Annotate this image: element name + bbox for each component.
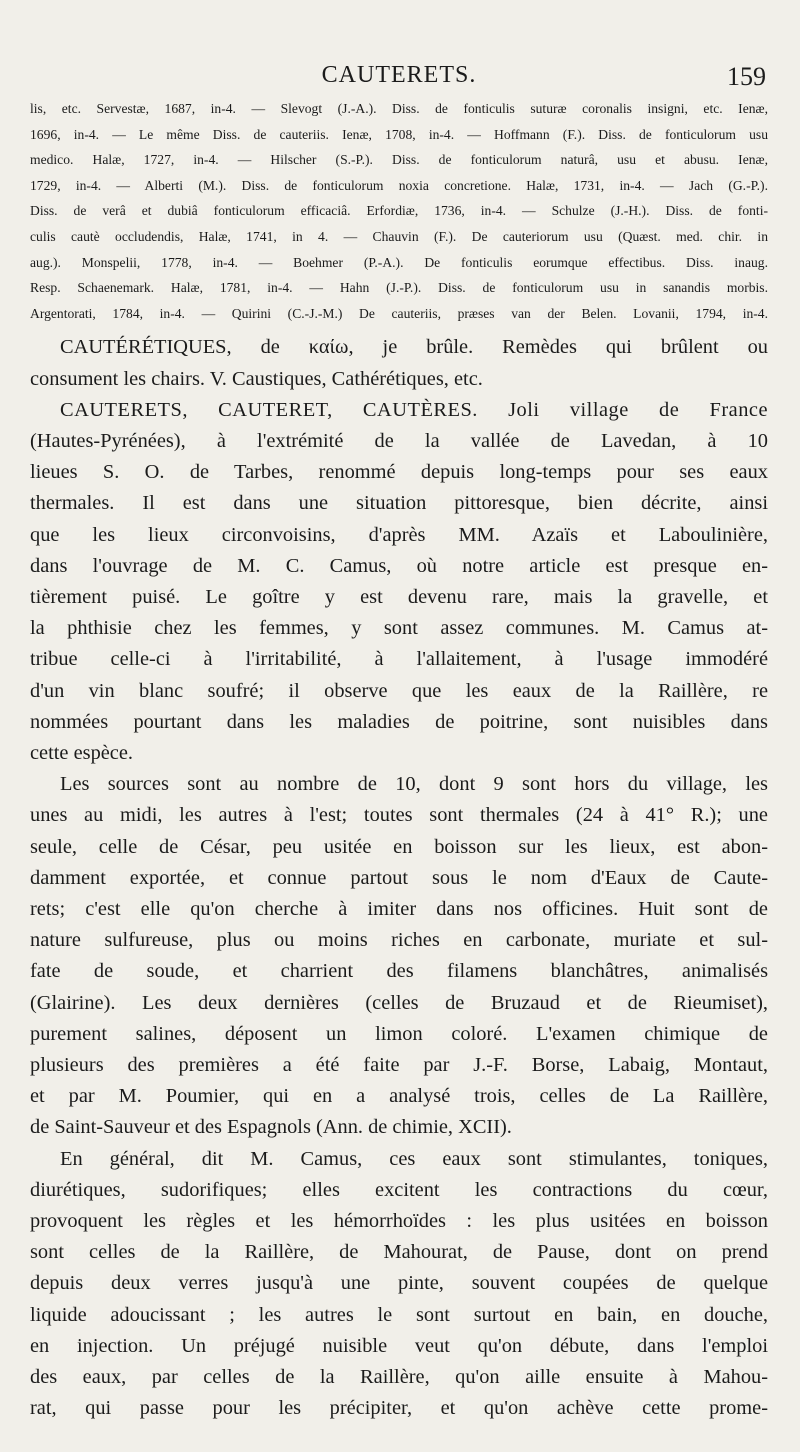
text-line: seule, celle de César, peu usitée en boisson sur les lieux, est abon- (30, 835, 768, 858)
running-title: CAUTERETS. (321, 62, 477, 88)
bibliography-block (30, 96, 768, 326)
entry-cauteretiques (30, 332, 768, 394)
bibliography-line: Resp. Schaenemark. Halæ, 1781, in-4. — Hahn (J.-P.). Diss. de fonticulorum usu in sanandis morbis. (30, 280, 768, 296)
bibliography-line: Diss. de verâ et dubiâ fonticulorum efficaciâ. Erfordiæ, 1736, in-4. — Schulze (J.-H.). Diss. de fonti- (30, 203, 768, 219)
text-line: d'un vin blanc soufré; il observe que les eaux de la Raillère, re (30, 679, 768, 702)
text-line: cette espèce. (30, 741, 134, 764)
text-line: consument les chairs. V. Caustiques, Cathérétiques, etc. (30, 367, 483, 390)
text-line: provoquent les règles et les hémorrhoïdes : les plus usitées en boisson (30, 1210, 768, 1233)
text-line: lieues S. O. de Tarbes, renommé depuis long-temps pour ses eaux (30, 461, 768, 484)
text-line: nommées pourtant dans les maladies de poitrine, sont nuisibles dans (30, 710, 768, 733)
text-line: unes au midi, les autres à l'est; toutes sont thermales (24 à 41° R.); une (30, 804, 768, 827)
text-line: tribue celle-ci à l'irritabilité, à l'allaitement, à l'usage immodéré (30, 648, 768, 671)
bibliography-line: 1729, in-4. — Alberti (M.). Diss. de fonticulorum noxia concretione. Halæ, 1731, in-4. — Jach (G.-P.). (30, 177, 768, 193)
text-line: En général, dit M. Camus, ces eaux sont stimulantes, toniques, (60, 1147, 768, 1170)
text-line: purement salines, déposent un limon coloré. L'examen chimique de (30, 1022, 768, 1045)
bibliography-line: medico. Halæ, 1727, in-4. — Hilscher (S.-P.). Diss. de fonticulorum naturâ, usu et abusu. Ienæ, (30, 152, 768, 168)
text-line: thermales. Il est dans une situation pittoresque, bien décrite, ainsi (30, 492, 768, 515)
text-line: diurétiques, sudorifiques; elles excitent les contractions du cœur, (30, 1178, 768, 1201)
bibliography-line: 1696, in-4. — Le même Diss. de cauteriis. Ienæ, 1708, in-4. — Hoffmann (F.). Diss. de fonticulorum usu (30, 126, 768, 142)
text-line: Les sources sont au nombre de 10, dont 9 sont hors du village, les (60, 773, 768, 796)
text-line: nature sulfureuse, plus ou moins riches en carbonate, muriate et sul- (30, 929, 768, 952)
text-line: des eaux, par celles de la Raillère, qu'on aille ensuite à Mahou- (30, 1366, 768, 1389)
text-line: tièrement puisé. Le goître y est devenu rare, mais la gravelle, et (30, 585, 768, 608)
text-line: rets; c'est elle qu'on cherche à imiter dans nos officines. Huit sont de (30, 898, 768, 920)
entry-cauterets-paragraph-1 (30, 395, 768, 769)
entry-cauterets-paragraph-2 (30, 769, 768, 1143)
text-line: et par M. Poumier, qui en a analysé trois, celles de La Raillère, (30, 1085, 768, 1108)
text-line: CAUTERETS, CAUTERET, CAUTÈRES. Joli village de France (60, 398, 768, 421)
bibliography-line: culis cautè occludendis, Halæ, 1741, in 4. — Chauvin (F.). De cauteriorum usu (Quæst. med. chir. in (30, 228, 768, 244)
page-header (30, 48, 768, 92)
text-line: rat, qui passe pour les précipiter, et qu'on achève cette prome- (30, 1397, 768, 1420)
text-line: de Saint-Sauveur et des Espagnols (Ann. de chimie, XCII). (30, 1116, 512, 1139)
page-number: 159 (727, 62, 766, 91)
text-line: (Glairine). Les deux dernières (celles de Bruzaud et de Rieumiset), (30, 991, 768, 1014)
text-line: (Hautes-Pyrénées), à l'extrémité de la vallée de Lavedan, à 10 (30, 429, 768, 452)
text-line: dans l'ouvrage de M. C. Camus, où notre article est presque en- (30, 554, 768, 577)
text-line: fate de soude, et charrient des filamens blanchâtres, animalisés (30, 960, 768, 983)
bibliography-line: Argentorati, 1784, in-4. — Quirini (C.-J.-M.) De cauteriis, præses van der Belen. Lovanii, 1794, in-4. (30, 305, 768, 321)
text-line: depuis deux verres jusqu'à une pinte, souvent coupées de quelque (30, 1272, 768, 1295)
text-line: en injection. Un préjugé nuisible veut qu'on débute, dans l'emploi (30, 1334, 768, 1357)
main-text (30, 332, 768, 1424)
bibliography-line: lis, etc. Servestæ, 1687, in-4. — Slevogt (J.-A.). Diss. de fonticulis suturæ coronalis insigni, etc. Ienæ, (30, 101, 768, 116)
text-line: damment exportée, et connue partout sous le nom d'Eaux de Caute- (30, 866, 768, 889)
text-line: plusieurs des premières a été faite par J.-F. Borse, Labaig, Montaut, (30, 1054, 768, 1077)
text-line: liquide adoucissant ; les autres le sont surtout en bain, en douche, (30, 1303, 768, 1326)
text-line: la phthisie chez les femmes, y sont assez communes. M. Camus at- (30, 617, 768, 640)
text-line: que les lieux circonvoisins, d'après MM. Azaïs et Laboulinière, (30, 523, 768, 546)
text-line: CAUTÉRÉTIQUES, de καίω, je brûle. Remèdes qui brûlent ou (60, 336, 768, 359)
text-line: sont celles de la Raillère, de Mahourat, de Pause, dont on prend (30, 1241, 768, 1264)
bibliography-line: aug.). Monspelii, 1778, in-4. — Boehmer (P.-A.). De fonticulis eorumque effectibus. Diss. inaug. (30, 254, 768, 270)
entry-cauterets-paragraph-3 (30, 1144, 768, 1425)
